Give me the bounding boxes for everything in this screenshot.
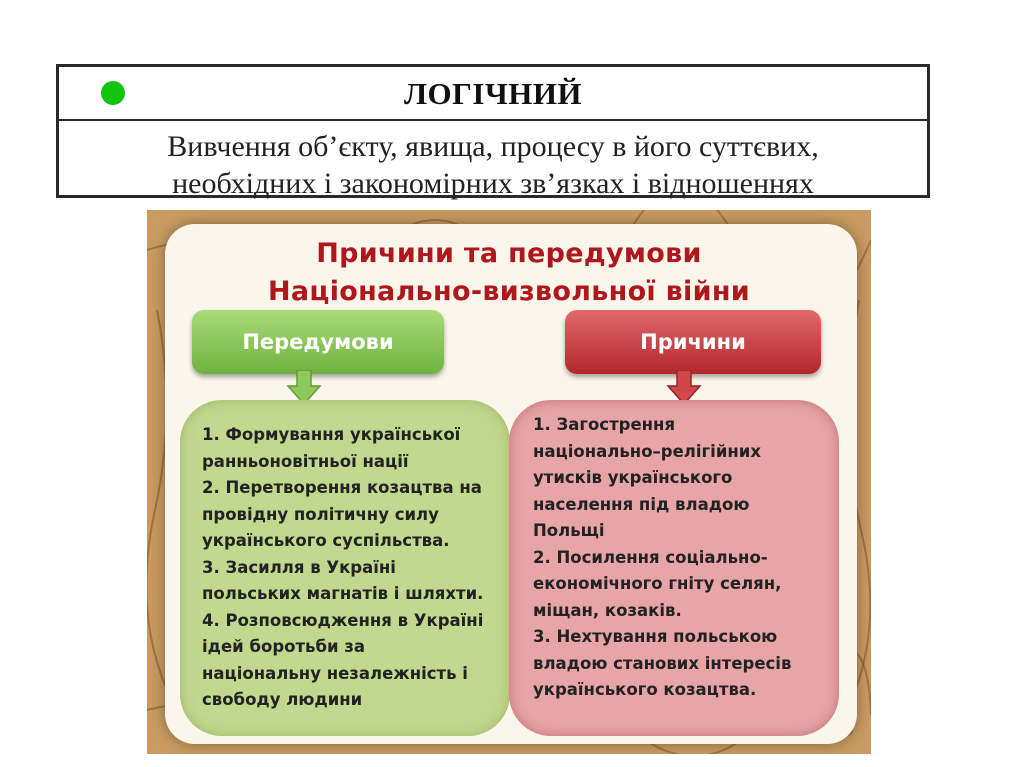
causes-button[interactable]: Причини xyxy=(565,310,821,374)
definition-line-1: Вивчення об’єкту, явища, процесу в його суттєвих, xyxy=(167,130,819,163)
slide-title-line-2: Національно-визвольної війни xyxy=(267,276,751,307)
list-item: населення під владою xyxy=(533,494,750,514)
list-item: 3. Засилля в Україні xyxy=(202,557,396,577)
list-item: владою станових інтересів xyxy=(533,653,792,673)
list-item: міщан, козаків. xyxy=(533,600,682,620)
slide-title-line-1: Причини та передумови xyxy=(316,238,702,269)
list-item: 2. Посилення соціально- xyxy=(533,547,768,567)
definition-line-2: необхідних і закономірних зв’язках і відношеннях xyxy=(172,167,814,200)
list-item: ідей боротьби за xyxy=(202,637,366,656)
definition-header xyxy=(59,67,927,121)
list-item: національно–релігійних xyxy=(533,441,761,461)
list-item: провідну політичну силу xyxy=(202,504,439,524)
slide-image xyxy=(147,210,871,754)
list-item: 2. Перетворення козацтва на xyxy=(202,478,482,497)
definition-body xyxy=(59,121,927,202)
list-item: національну незалежність і xyxy=(202,663,468,683)
list-item: Польщі xyxy=(533,521,605,540)
list-item: утисків українського xyxy=(533,468,733,487)
definition-title: ЛОГІЧНИЙ xyxy=(403,76,583,111)
list-item: економічного гніту селян, xyxy=(533,574,782,593)
list-item: 1. Загострення xyxy=(533,415,676,434)
list-item: 1. Формування української xyxy=(202,425,461,444)
causes-list xyxy=(509,400,839,736)
prerequisites-list xyxy=(180,400,510,736)
list-item: свободу людини xyxy=(202,690,363,709)
list-item: українського суспільства. xyxy=(202,531,450,550)
list-item: 4. Розповсюдження в Україні xyxy=(202,610,484,630)
list-item: 3. Нехтування польською xyxy=(533,627,778,646)
prerequisites-button[interactable]: Передумови xyxy=(192,310,444,374)
list-item: польських магнатів і шляхти. xyxy=(202,584,484,603)
list-item: ранньоновітньої нації xyxy=(202,451,409,471)
list-item: українського козацтва. xyxy=(533,680,757,699)
definition-table xyxy=(56,64,930,198)
